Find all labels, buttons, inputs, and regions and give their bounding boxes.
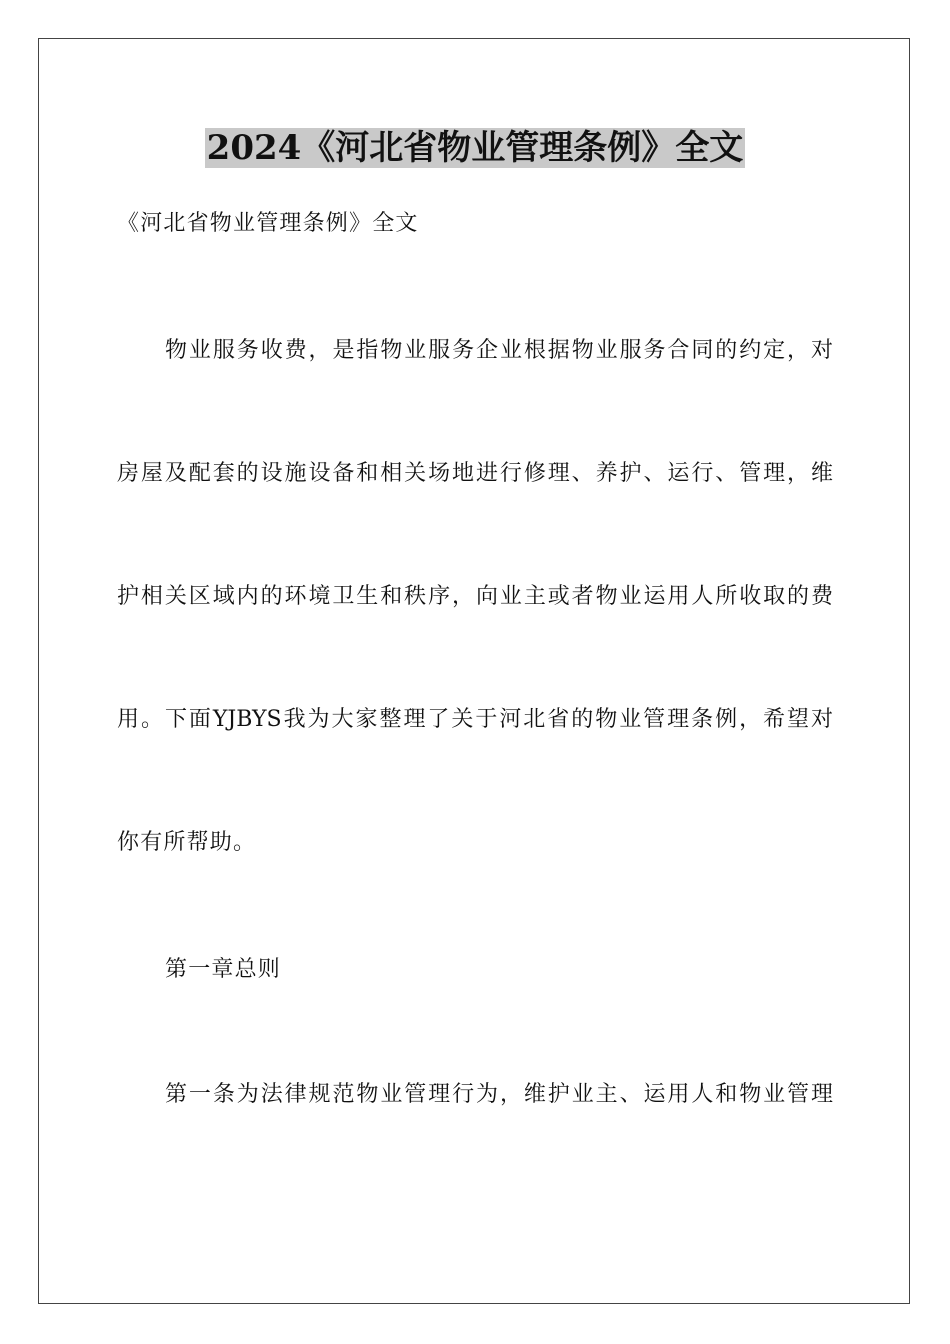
- document-subtitle: 《河北省物业管理条例》全文: [117, 211, 419, 236]
- paragraph-line-5: 你有所帮助。: [117, 830, 257, 855]
- paragraph-line-3: 护相关区域内的环境卫生和秩序，向业主或者物业运用人所收取的费: [117, 584, 833, 609]
- title-container: [0, 128, 950, 168]
- document-title: 2024《河北省物业管理条例》全文: [206, 128, 744, 168]
- article-first-line: 第一条为法律规范物业管理行为，维护业主、运用人和物业管理: [165, 1082, 833, 1107]
- paragraph-line-2: 房屋及配套的设施设备和相关场地进行修理、养护、运行、管理，维: [117, 461, 833, 486]
- paragraph-line-1: 物业服务收费，是指物业服务企业根据物业服务合同的约定，对: [165, 338, 833, 363]
- chapter-heading: 第一章总则: [165, 957, 282, 982]
- paragraph-line-4: 用。下面YJBYS我为大家整理了关于河北省的物业管理条例，希望对: [117, 707, 833, 732]
